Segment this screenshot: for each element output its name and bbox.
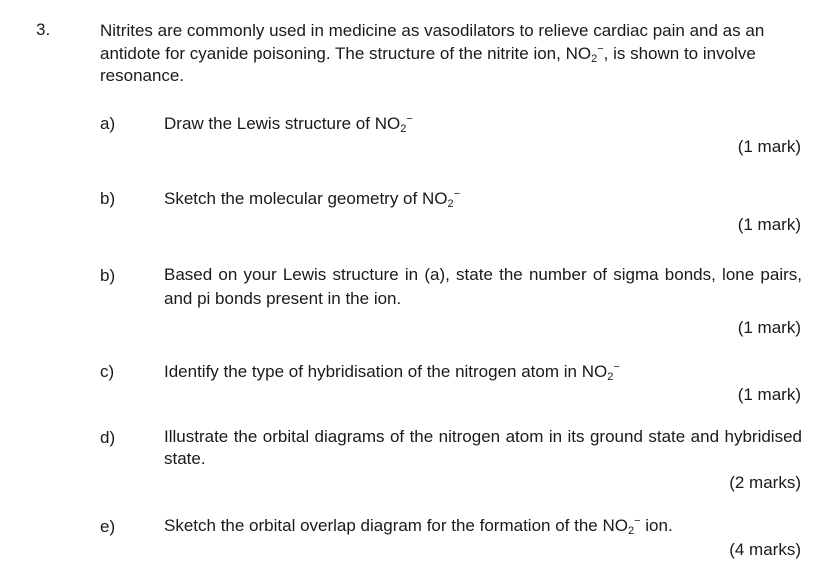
part-b2-text: Based on your Lewis structure in (a), state the number of sigma bonds, lone pairs, and pi bonds present in the ion. [164, 265, 802, 308]
nitrite-formula: $NO_2^-$ [374, 113, 413, 135]
part-c-text: Identify the type of hybridisation of the nitrogen atom in $NO_2^-$ [164, 361, 620, 383]
part-d-label: d) [100, 428, 116, 447]
part-a-text: Draw the Lewis structure of $NO_2^-$ [164, 113, 413, 135]
part-e-text: Sketch the orbital overlap diagram for the formation of the $NO_2^-$ ion. [164, 515, 673, 537]
nitrite-formula: $NO_2^-$ [565, 42, 604, 65]
part-c-label: c) [100, 362, 115, 381]
part-b1-marks: (1 mark) [737, 215, 801, 234]
part-c-marks: (1 mark) [737, 385, 801, 404]
part-a-marks: (1 mark) [737, 137, 801, 156]
part-b1-label: b) [100, 189, 116, 208]
nitrite-formula: $NO_2^-$ [602, 515, 641, 537]
part-b1-text: Sketch the molecular geometry of $NO_2^-$ [164, 188, 461, 210]
intro-text-after: , is shown to involve resonance. [100, 43, 756, 85]
part-a-label: a) [100, 114, 116, 133]
question-number: 3. [36, 20, 51, 39]
intro-text-before: Nitrites are commonly used in medicine as vasodilators to relieve cardiac pain and as an antidote for cyanide poisoning. The structure of the nitrite ion, [100, 21, 765, 63]
nitrite-formula: $NO_2^-$ [581, 361, 620, 383]
question-intro [100, 20, 802, 88]
part-d-text: Illustrate the orbital diagrams of the nitrogen atom in its ground state and hybridised state. [164, 427, 802, 468]
part-b2-label: b) [100, 266, 116, 285]
part-e-label: e) [100, 517, 116, 536]
nitrite-formula: $NO_2^-$ [421, 188, 461, 210]
part-d-marks: (2 marks) [729, 473, 801, 492]
part-e-marks: (4 marks) [729, 540, 801, 559]
part-b2-marks: (1 mark) [737, 318, 801, 337]
